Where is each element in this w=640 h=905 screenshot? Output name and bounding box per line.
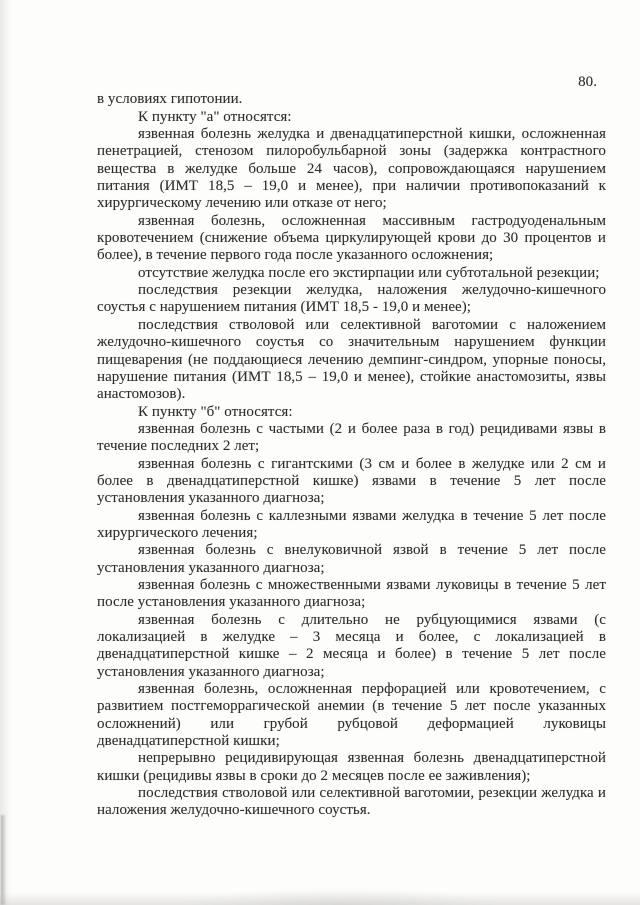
paragraph: непрерывно рецидивирующая язвенная болезнь двенадцатиперстной кишки (рецидивы язвы в сроки до 2 месяцев после ее заживления); bbox=[97, 750, 606, 784]
paragraph: язвенная болезнь с гигантскими (3 см и более в желудке или 2 см и более в двенадцатиперстной кишке) язвами в течение 5 лет после установления указанного диагноза; bbox=[97, 455, 606, 507]
paragraph: отсутствие желудка после его экстирпации или субтотальной резекции; bbox=[138, 264, 600, 281]
paragraph: язвенная болезнь с множественными язвами луковицы в течение 5 лет после установления указанного диагноза; bbox=[97, 576, 606, 611]
paragraph-point-a-heading: К пункту "а" относятся: bbox=[138, 108, 292, 125]
scan-shadow-left bbox=[0, 0, 11, 905]
paragraph: язвенная болезнь с частыми (2 и более раза в год) рецидивами язвы в течение последних 2 лет; bbox=[97, 420, 606, 455]
paragraph-point-b-heading: К пункту "б" относятся: bbox=[138, 403, 293, 420]
scan-artifact-left-bottom bbox=[1, 815, 6, 905]
paragraph: последствия резекции желудка, наложения желудочно-кишечного соустья с нарушением питания (ИМТ 18,5 - 19,0 и менее); bbox=[97, 282, 606, 316]
paragraph: язвенная болезнь с длительно не рубцующимися язвами (с локализацией в желудке – 3 месяца и более, с локализацией в двенадцатиперстной кишке – 2 месяца и более) в течение 5 лет после установления указанного диагноза; bbox=[97, 611, 606, 680]
paragraph-continuation: в условиях гипотонии. bbox=[97, 91, 243, 108]
paragraph: язвенная болезнь с каллезными язвами желудка в течение 5 лет после хирургического лечения; bbox=[97, 507, 606, 541]
paragraph: язвенная болезнь, осложненная массивным гастродуоденальным кровотечением (снижение объема циркулирующей крови до 30 процентов и более), в течение первого года после указанного осложнения; bbox=[97, 212, 606, 264]
page-number: 80. bbox=[578, 74, 597, 90]
body-text bbox=[97, 74, 606, 820]
paragraph: последствия стволовой или селективной ваготомии с наложением желудочно-кишечного соустья со значительным нарушением функции пищеварения (не поддающиеся лечению демпинг-синдром, упорные поносы, нарушение питания (ИМТ 18,5 – 19,0 и менее), стойкие анастомозиты, язвы анастомозов). bbox=[97, 316, 606, 403]
paragraph: последствия стволовой или селективной ваготомии, резекции желудка и наложения желудочно-кишечного соустья. bbox=[97, 785, 606, 819]
scan-shadow-bottom bbox=[0, 892, 640, 905]
paragraph: язвенная болезнь, осложненная перфорацией или кровотечением, с развитием постгеморрагической анемии (в течение 5 лет после указанных осложнений) или грубой рубцовой деформацией луковицы двенадцатиперстной кишки; bbox=[97, 681, 606, 750]
scan-blotch-bottom bbox=[180, 887, 500, 905]
paragraph: язвенная болезнь желудка и двенадцатиперстной кишки, осложненная пенетрацией, стенозом пилоробульбарной зоны (задержка контрастного вещества в желудке больше 24 часов), сопровождающаяся нарушением питания (ИМТ 18,5 – 19,0 и менее), при наличии противопоказаний к хирургическому лечению или отказе от него; bbox=[97, 126, 606, 212]
paragraph: язвенная болезнь с внелуковичной язвой в течение 5 лет после установления указанного диагноза; bbox=[97, 542, 606, 576]
